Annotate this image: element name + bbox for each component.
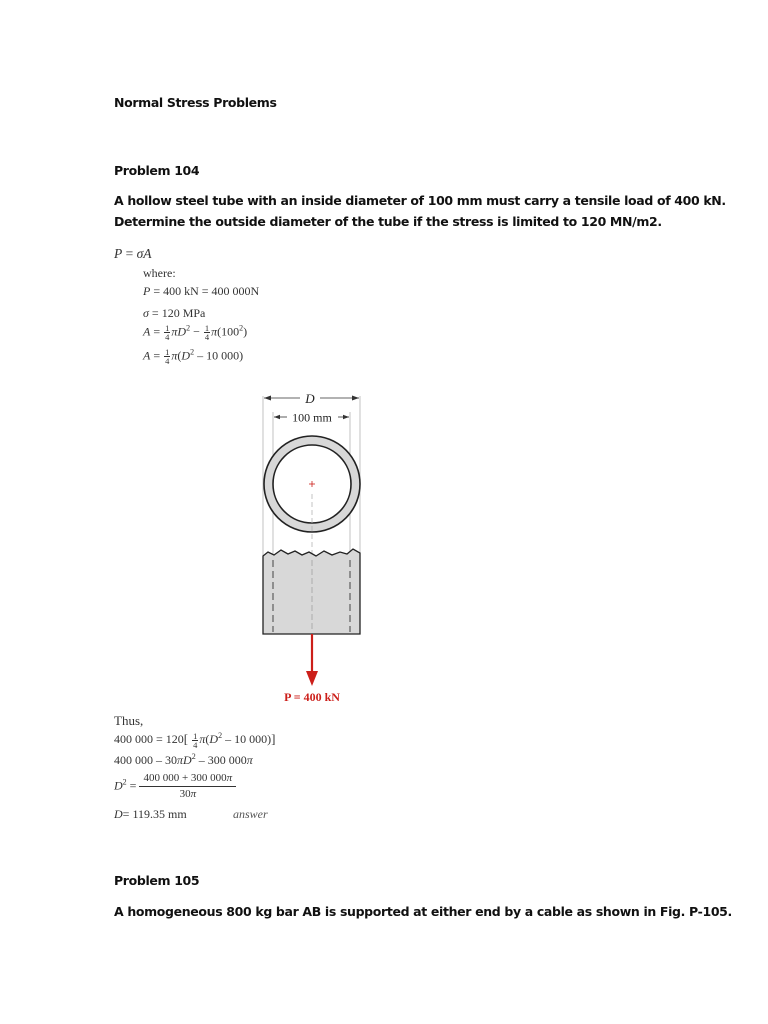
equation-d-squared: $D^2$ = $\frac{400 000 + 300 000\pi}{30\pi}$ bbox=[114, 771, 236, 802]
equation-p-sigma-a: P = σA bbox=[114, 246, 152, 261]
eq2-tail-text: – 300 000 bbox=[198, 753, 247, 767]
equation-substitution: 400 000 = 120[ $\frac{1}{4}$ $\pi(D^2 - 10$ 000)] bbox=[114, 730, 276, 750]
eq1-lhs-text: 400 000 = 120 bbox=[114, 732, 184, 746]
equation-sigma-value: σ = 120 MPa bbox=[143, 306, 206, 320]
p-value-text: = 400 kN = 400 000N bbox=[153, 284, 260, 298]
problem-104-heading: Problem 104 bbox=[114, 163, 200, 178]
area-tail-text: (100 bbox=[217, 324, 240, 339]
dim-d-left-arrowhead bbox=[264, 396, 271, 401]
where-label: where: bbox=[143, 266, 176, 280]
document-title: Normal Stress Problems bbox=[114, 95, 277, 110]
load-label: P = 400 kN bbox=[284, 690, 340, 704]
dim-inner-right-arrowhead bbox=[343, 415, 349, 419]
eq1-tail-text: – 10 000) bbox=[225, 732, 272, 746]
problem-105-statement: A homogeneous 800 kg bar AB is supported at either end by a cable as shown in Fig. P-105. bbox=[114, 904, 732, 919]
tube-figure bbox=[254, 384, 378, 710]
eq3-denominator-text: 30 bbox=[179, 788, 191, 800]
dim-inner-label: 100 mm bbox=[292, 410, 332, 425]
eq3-numerator-text: 400 000 + 300 000 bbox=[143, 772, 227, 784]
equation-result: D= 119.35 mm bbox=[114, 807, 187, 821]
sigma-value-text: = 120 MPa bbox=[151, 306, 206, 320]
area2-tail-text: – 10 000) bbox=[197, 348, 244, 363]
eq2-lhs-text: 400 000 – 30 bbox=[114, 753, 177, 767]
dim-outer-label: D bbox=[305, 391, 315, 406]
thus-label: Thus, bbox=[114, 713, 144, 728]
result-text: = 119.35 mm bbox=[122, 807, 187, 821]
equation-area-expression: A = $\frac{1}{4}$ $\pi D^2$ − $\frac{1}{4}$ $\pi(100^2)$ bbox=[143, 323, 248, 342]
dim-inner-left-arrowhead bbox=[274, 415, 280, 419]
equation-area-simplified: A = $\frac{1}{4}$ $\pi(D^2 - 10$ 000) bbox=[143, 347, 244, 366]
equation-p-value: P = 400 kN = 400 000N bbox=[143, 284, 260, 298]
tube-side-view bbox=[263, 549, 360, 634]
dim-d-right-arrowhead bbox=[352, 396, 359, 401]
answer-label: answer bbox=[233, 807, 268, 821]
problem-104-statement-line-2: Determine the outside diameter of the tube if the stress is limited to 120 MN/m2. bbox=[114, 214, 662, 229]
equation-expanded: 400 $000 - 30\pi D^2 - 300$ 000π bbox=[114, 752, 253, 767]
problem-105-heading: Problem 105 bbox=[114, 873, 200, 888]
problem-104-statement bbox=[114, 190, 726, 232]
problem-104-statement-line-1: A hollow steel tube with an inside diameter of 100 mm must carry a tensile load of 400 kN. bbox=[114, 193, 726, 208]
load-arrow-head bbox=[306, 671, 318, 686]
